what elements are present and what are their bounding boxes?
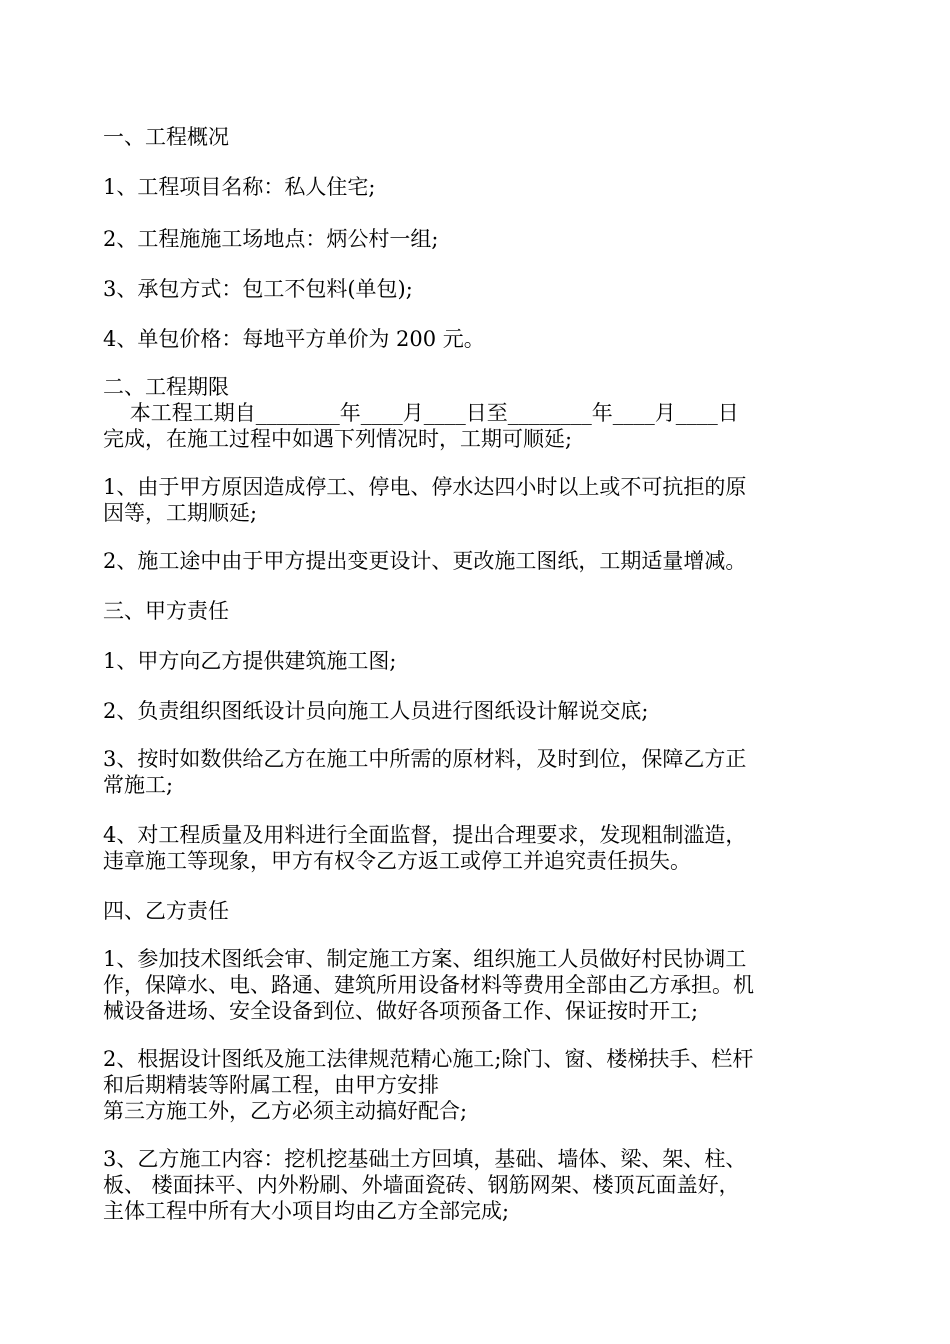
paragraph-line: 3、承包方式：包工不包料(单包); [103,277,413,301]
section-heading-3: 三、甲方责任 [103,599,229,623]
paragraph-line: 作，保障水、电、路通、建筑所用设备材料等费用全部由乙方承担。机 [103,973,754,997]
paragraph-line: 1、甲方向乙方提供建筑施工图; [103,649,397,673]
paragraph-line: 主体工程中所有大小项目均由乙方全部完成; [103,1199,510,1223]
paragraph-line: 板、 楼面抹平、内外粉刷、外墙面瓷砖、钢筋网架、楼顶瓦面盖好， [103,1173,740,1197]
paragraph-line: 4、单包价格：每地平方单价为 200 元。 [103,327,485,351]
paragraph-line: 1、参加技术图纸会审、制定施工方案、组织施工人员做好村民协调工 [103,947,747,971]
paragraph-line: 违章施工等现象，甲方有权令乙方返工或停工并追究责任损失。 [103,849,691,873]
paragraph-line: 械设备进场、安全设备到位、做好各项预备工作、保证按时开工; [103,999,699,1023]
paragraph-line: 本工程工期自________年____月____日至________年____月____日 [103,401,739,425]
paragraph-line: 2、根据设计图纸及施工法律规范精心施工;除门、窗、楼梯扶手、栏杆 [103,1047,754,1071]
paragraph-line: 2、负责组织图纸设计员向施工人员进行图纸设计解说交底; [103,699,649,723]
section-heading-1: 一、工程概况 [103,125,229,149]
paragraph-line: 1、由于甲方原因造成停工、停电、停水达四小时以上或不可抗拒的原 [103,475,747,499]
paragraph-line: 2、施工途中由于甲方提出变更设计、更改施工图纸，工期适量增减。 [103,549,747,573]
paragraph-line: 3、乙方施工内容：挖机挖基础土方回填，基础、墙体、梁、架、柱、 [103,1147,747,1171]
paragraph-line: 4、对工程质量及用料进行全面监督，提出合理要求，发现粗制滥造， [103,823,747,847]
paragraph-line: 3、按时如数供给乙方在施工中所需的原材料，及时到位，保障乙方正 [103,747,747,771]
paragraph-line: 因等，工期顺延; [103,501,258,525]
paragraph-line: 1、工程项目名称：私人住宅; [103,175,376,199]
paragraph-line: 2、工程施施工场地点：炳公村一组; [103,227,439,251]
paragraph-line: 完成，在施工过程中如遇下列情况时，工期可顺延; [103,427,573,451]
paragraph-line: 和后期精装等附属工程，由甲方安排 [103,1073,439,1097]
paragraph-line: 常施工; [103,773,174,797]
paragraph-line: 第三方施工外，乙方必须主动搞好配合; [103,1099,468,1123]
section-heading-2: 二、工程期限 [103,375,229,399]
section-heading-4: 四、乙方责任 [103,899,229,923]
